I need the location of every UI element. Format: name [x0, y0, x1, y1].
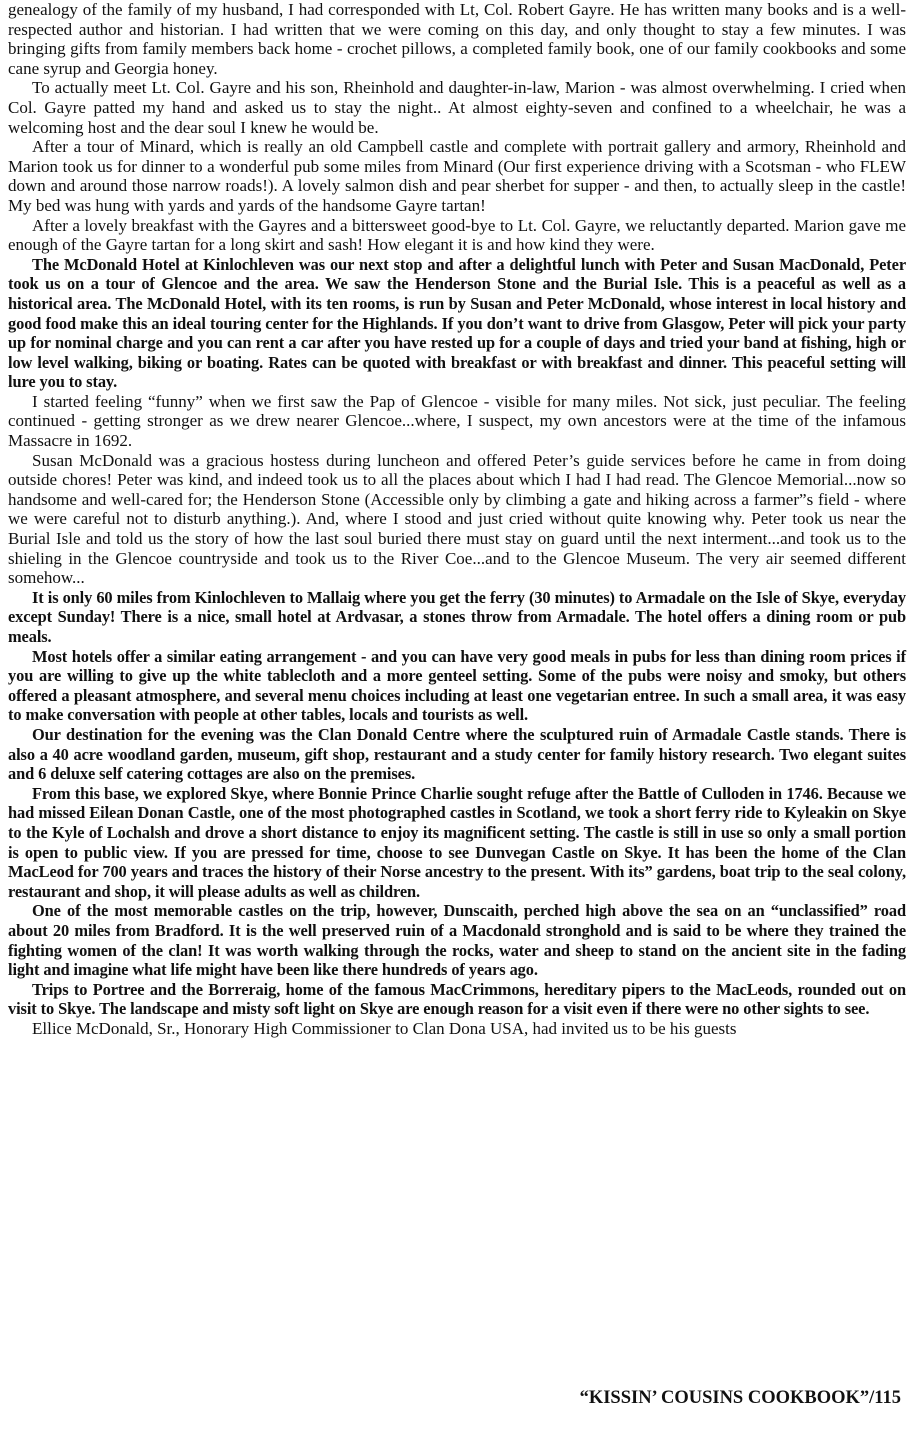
paragraph-13: Trips to Portree and the Borreraig, home of the famous MacCrimmons, hereditary pipers to the MacLeods, rounded out on visit to Skye. The landscape and misty soft light on Skye are enough reason for a visit even if there were no other sights to see. [8, 979, 906, 1019]
paragraph-9: Most hotels offer a similar eating arrangement - and you can have very good meals in pubs for less than dining room prices if you are willing to give up the white tablecloth and a more genteel setting. Some of the pubs were noisy and smoky, but others offered a pleasant atmosphere, and several menu choices including at least one vegetarian entree. In such a small area, it was easy to make conversation with people at other tables, locals and tourists as well. [8, 646, 906, 725]
paragraph-11: From this base, we explored Skye, where Bonnie Prince Charlie sought refuge after the Battle of Culloden in 1746. Because we had missed Eilean Donan Castle, one of the most photographed castles in Scotland, we took a short ferry ride to Kyleakin on Skye to the Kyle of Lochalsh and drove a short distance to enjoy its magnificent setting. The castle is still in use so only a small portion is open to public view. If you are pressed for time, choose to see Dunvegan Castle on Skye. It has been the home of the Clan MacLeod for 700 years and traces the history of their Norse ancestry to the present. With its” gardens, boat trip to the seal colony, restaurant and shop, it will please adults as well as children. [8, 783, 906, 901]
paragraph-14: Ellice McDonald, Sr., Honorary High Commissioner to Clan Dona USA, had invited us to be his guests [32, 1018, 737, 1038]
paragraph-2: To actually meet Lt. Col. Gayre and his son, Rheinhold and daughter-in-law, Marion - was almost overwhelming. I cried when Col. Gayre patted my hand and asked us to stay the night.. At almost eighty-seven and confined to a wheelchair, he was a welcoming host and the dear soul I knew he would be. [8, 78, 906, 137]
paragraph-5: The McDonald Hotel at Kinlochleven was our next stop and after a delightful lunch with Peter and Susan MacDonald, Peter took us on a tour of Glencoe and the area. We saw the Henderson Stone and the Burial Isle. This is a peaceful as well as a historical area. The McDonald Hotel, with its ten rooms, is run by Susan and Peter McDonald, whose interest in local history and good food make this an ideal touring center for the Highlands. If you don’t want to drive from Glasgow, Peter will pick your party up for nominal charge and you can rent a car after you have rested up for a couple of days and tried your band at fishing, high or low level walking, biking or boating. Rates can be quoted with breakfast or with breakfast and dinner. This peaceful setting will lure you to stay. [8, 254, 906, 392]
paragraph-6: I started feeling “funny” when we first saw the Pap of Glencoe - visible for many miles. Not sick, just peculiar. The feeling continued - getting stronger as we drew nearer Glencoe...where, I suspect, my own ancestors were at the time of the infamous Massacre in 1692. [8, 391, 906, 451]
paragraph-10: Our destination for the evening was the Clan Donald Centre where the sculptured ruin of Armadale Castle stands. There is also a 40 acre woodland garden, museum, gift shop, restaurant and a study center for family history research. Two elegant suites and 6 deluxe self catering cottages are also on the premises. [8, 724, 906, 784]
page-footer: “KISSIN’ COUSINS COOKBOOK”/115 [579, 1388, 901, 1408]
paragraph-8: It is only 60 miles from Kinlochleven to Mallaig where you get the ferry (30 minutes) to Armadale on the Isle of Skye, everyday except Sunday! There is a nice, small hotel at Ardvasar, a stones throw from Armadale. The hotel offers a dining room or pub meals. [8, 587, 906, 646]
paragraph-12: One of the most memorable castles on the trip, however, Dunscaith, perched high above the sea on an “unclassified” road about 20 miles from Bradford. It is the well preserved ruin of a Macdonald stronghold and is said to be where they trained the fighting women of the clan! It was worth walking through the rocks, water and sheep to stand on the ancient site in the fading light and imagine what life might have been like there hundreds of years ago. [8, 901, 906, 980]
paragraph-3: After a tour of Minard, which is really an old Campbell castle and complete with portrait gallery and armory, Rheinhold and Marion took us for dinner to a wonderful pub some miles from Minard (Our first experience driving with a Scotsman - who FLEW down and around those narrow roads!). A lovely salmon dish and pear sherbet for supper - and then, to actually sleep in the castle! My bed was hung with yards and yards of the handsome Gayre tartan! [8, 137, 906, 215]
paragraph-7: Susan McDonald was a gracious hostess during luncheon and offered Peter’s guide services before he came in from doing outside chores! Peter was kind, and indeed took us to all the places about which I had I had read. The Glencoe Memorial...now so handsome and well-cared for; the Henderson Stone (Accessible only by climbing a gate and hiking across a farmer”s field - where we were careful not to disturb anything.). And, where I stood and just cried without quite knowing why. Peter took us near the Burial Isle and told us the story of how the last soul buried there must stay on guard until the next interment...and took us to the shieling in the Glencoe countryside and took us to the River Coe...and to the Glencoe Museum. The very air seemed different somehow... [8, 450, 906, 588]
paragraph-1: genealogy of the family of my husband, I had corresponded with Lt, Col. Robert Gayre. He has written many books and is a well-respected author and historian. I had written that we were coming on this day, and only thought to stay a few minutes. I was bringing gifts from family members back home - crochet pillows, a completed family book, one of our family cookbooks and some cane syrup and Georgia honey. [8, 0, 906, 78]
document-page [8, 0, 906, 1038]
paragraph-4: After a lovely breakfast with the Gayres and a bittersweet good-bye to Lt. Col. Gayre, we reluctantly departed. Marion gave me enough of the Gayre tartan for a long skirt and sash! How elegant it is and how kind they were. [8, 215, 906, 255]
